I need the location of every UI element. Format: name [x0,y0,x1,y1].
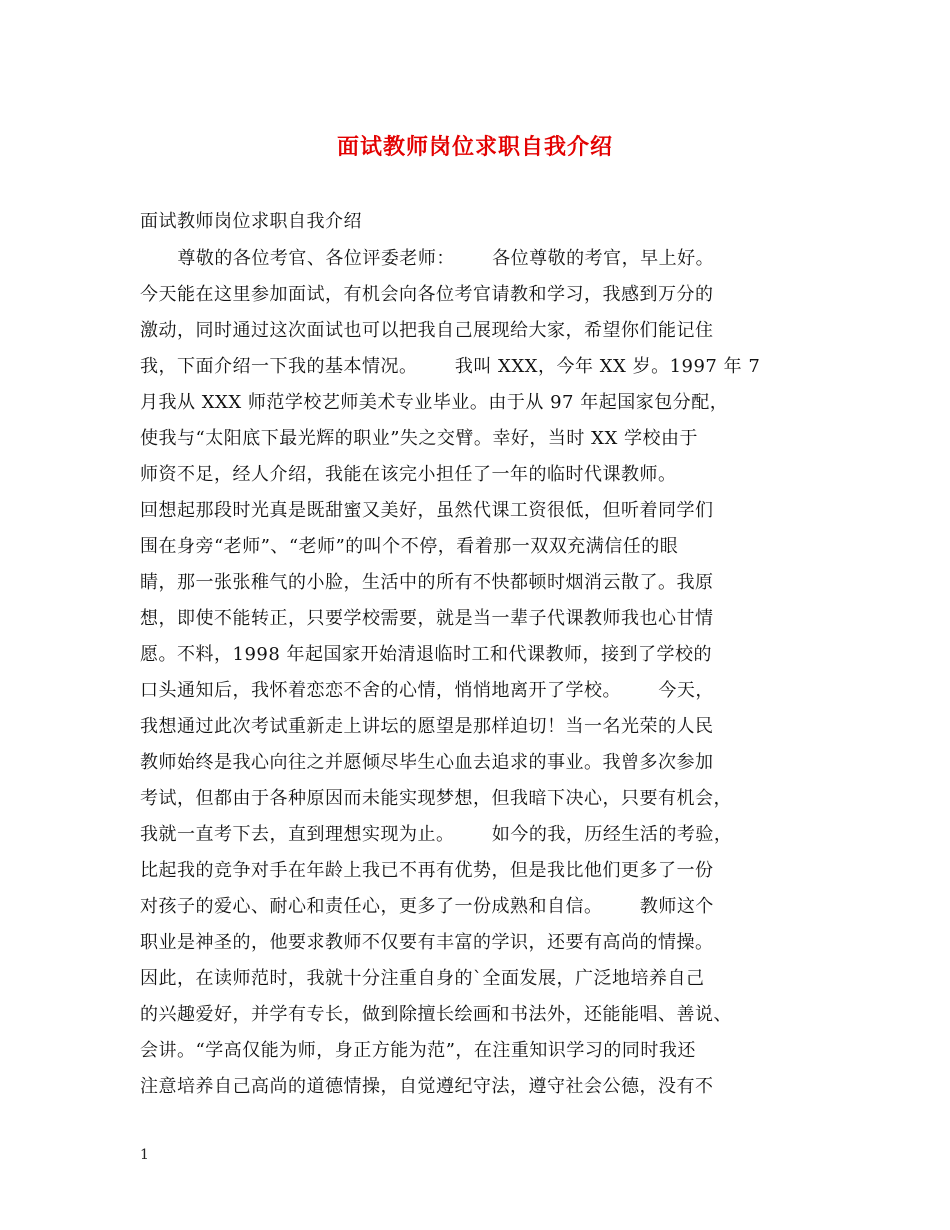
body-text-line: 今天能在这里参加面试，有机会向各位考官请教和学习，我感到万分的 [140,284,714,305]
body-text-line: 月我从 XXX 师范学校艺师美术专业毕业。由于从 97 年起国家包分配， [140,392,729,413]
body-text-line: 尊敬的各位考官、各位评委老师： 各位尊敬的考官，早上好。 [140,248,715,269]
body-text-line: 比起我的竞争对手在年龄上我已不再有优势，但是我比他们更多了一份 [140,860,714,881]
body-text-line: 考试，但都由于各种原因而未能实现梦想，但我暗下决心，只要有机会， [140,788,732,809]
body-text-line: 愿。不料，1998 年起国家开始清退临时工和代课教师，接到了学校的 [140,644,713,665]
body-text-line: 职业是神圣的，他要求教师不仅要有丰富的学识，还要有高尚的情操。 [140,932,714,953]
body-text-line: 激动，同时通过这次面试也可以把我自己展现给大家，希望你们能记住 [140,320,714,341]
body-text-line: 对孩子的爱心、耐心和责任心，更多了一份成熟和自信。 教师这个 [140,896,714,917]
body-text-line: 我，下面介绍一下我的基本情况。 我叫 XXX，今年 XX 岁。1997 年 7 [140,356,761,377]
body-text-line: 想，即使不能转正，只要学校需要，就是当一辈子代课教师我也心甘情 [140,608,714,629]
body-text-line: 围在身旁“老师”、“老师”的叫个不停，看着那一双双充满信任的眼 [140,536,679,557]
body-text-line: 教师始终是我心向往之并愿倾尽毕生心血去追求的事业。我曾多次参加 [140,752,714,773]
body-text-line: 会讲。“学高仅能为师，身正方能为范”，在注重知识学习的同时我还 [140,1040,696,1061]
page-number: 1 [140,1147,149,1163]
body-text-line: 因此，在读师范时，我就十分注重自身的`全面发展，广泛地培养自己 [140,968,705,989]
body-heading-line: 面试教师岗位求职自我介绍 [140,211,362,232]
body-text-line: 口头通知后，我怀着恋恋不舍的心情，悄悄地离开了学校。 今天， [140,680,714,701]
body-text-line: 使我与“太阳底下最光辉的职业”失之交臂。幸好，当时 XX 学校由于 [140,428,698,449]
body-text-line: 我想通过此次考试重新走上讲坛的愿望是那样迫切！当一名光荣的人民 [140,716,714,737]
body-text-line: 我就一直考下去，直到理想实现为止。 如今的我，历经生活的考验， [140,824,733,845]
body-text-line: 回想起那段时光真是既甜蜜又美好，虽然代课工资很低，但听着同学们 [140,500,714,521]
document-body [140,204,830,1105]
body-text-line: 师资不足，经人介绍，我能在该完小担任了一年的临时代课教师。 [140,464,677,485]
body-text-line: 注意培养自己高尚的道德情操，自觉遵纪守法，遵守社会公德，没有不 [140,1076,714,1097]
body-text-line: 睛，那一张张稚气的小脸，生活中的所有不快都顿时烟消云散了。我原 [140,572,714,593]
body-text-line: 的兴趣爱好，并学有专长，做到除擅长绘画和书法外，还能能唱、善说、 [140,1004,732,1025]
document-title: 面试教师岗位求职自我介绍 [336,134,613,160]
